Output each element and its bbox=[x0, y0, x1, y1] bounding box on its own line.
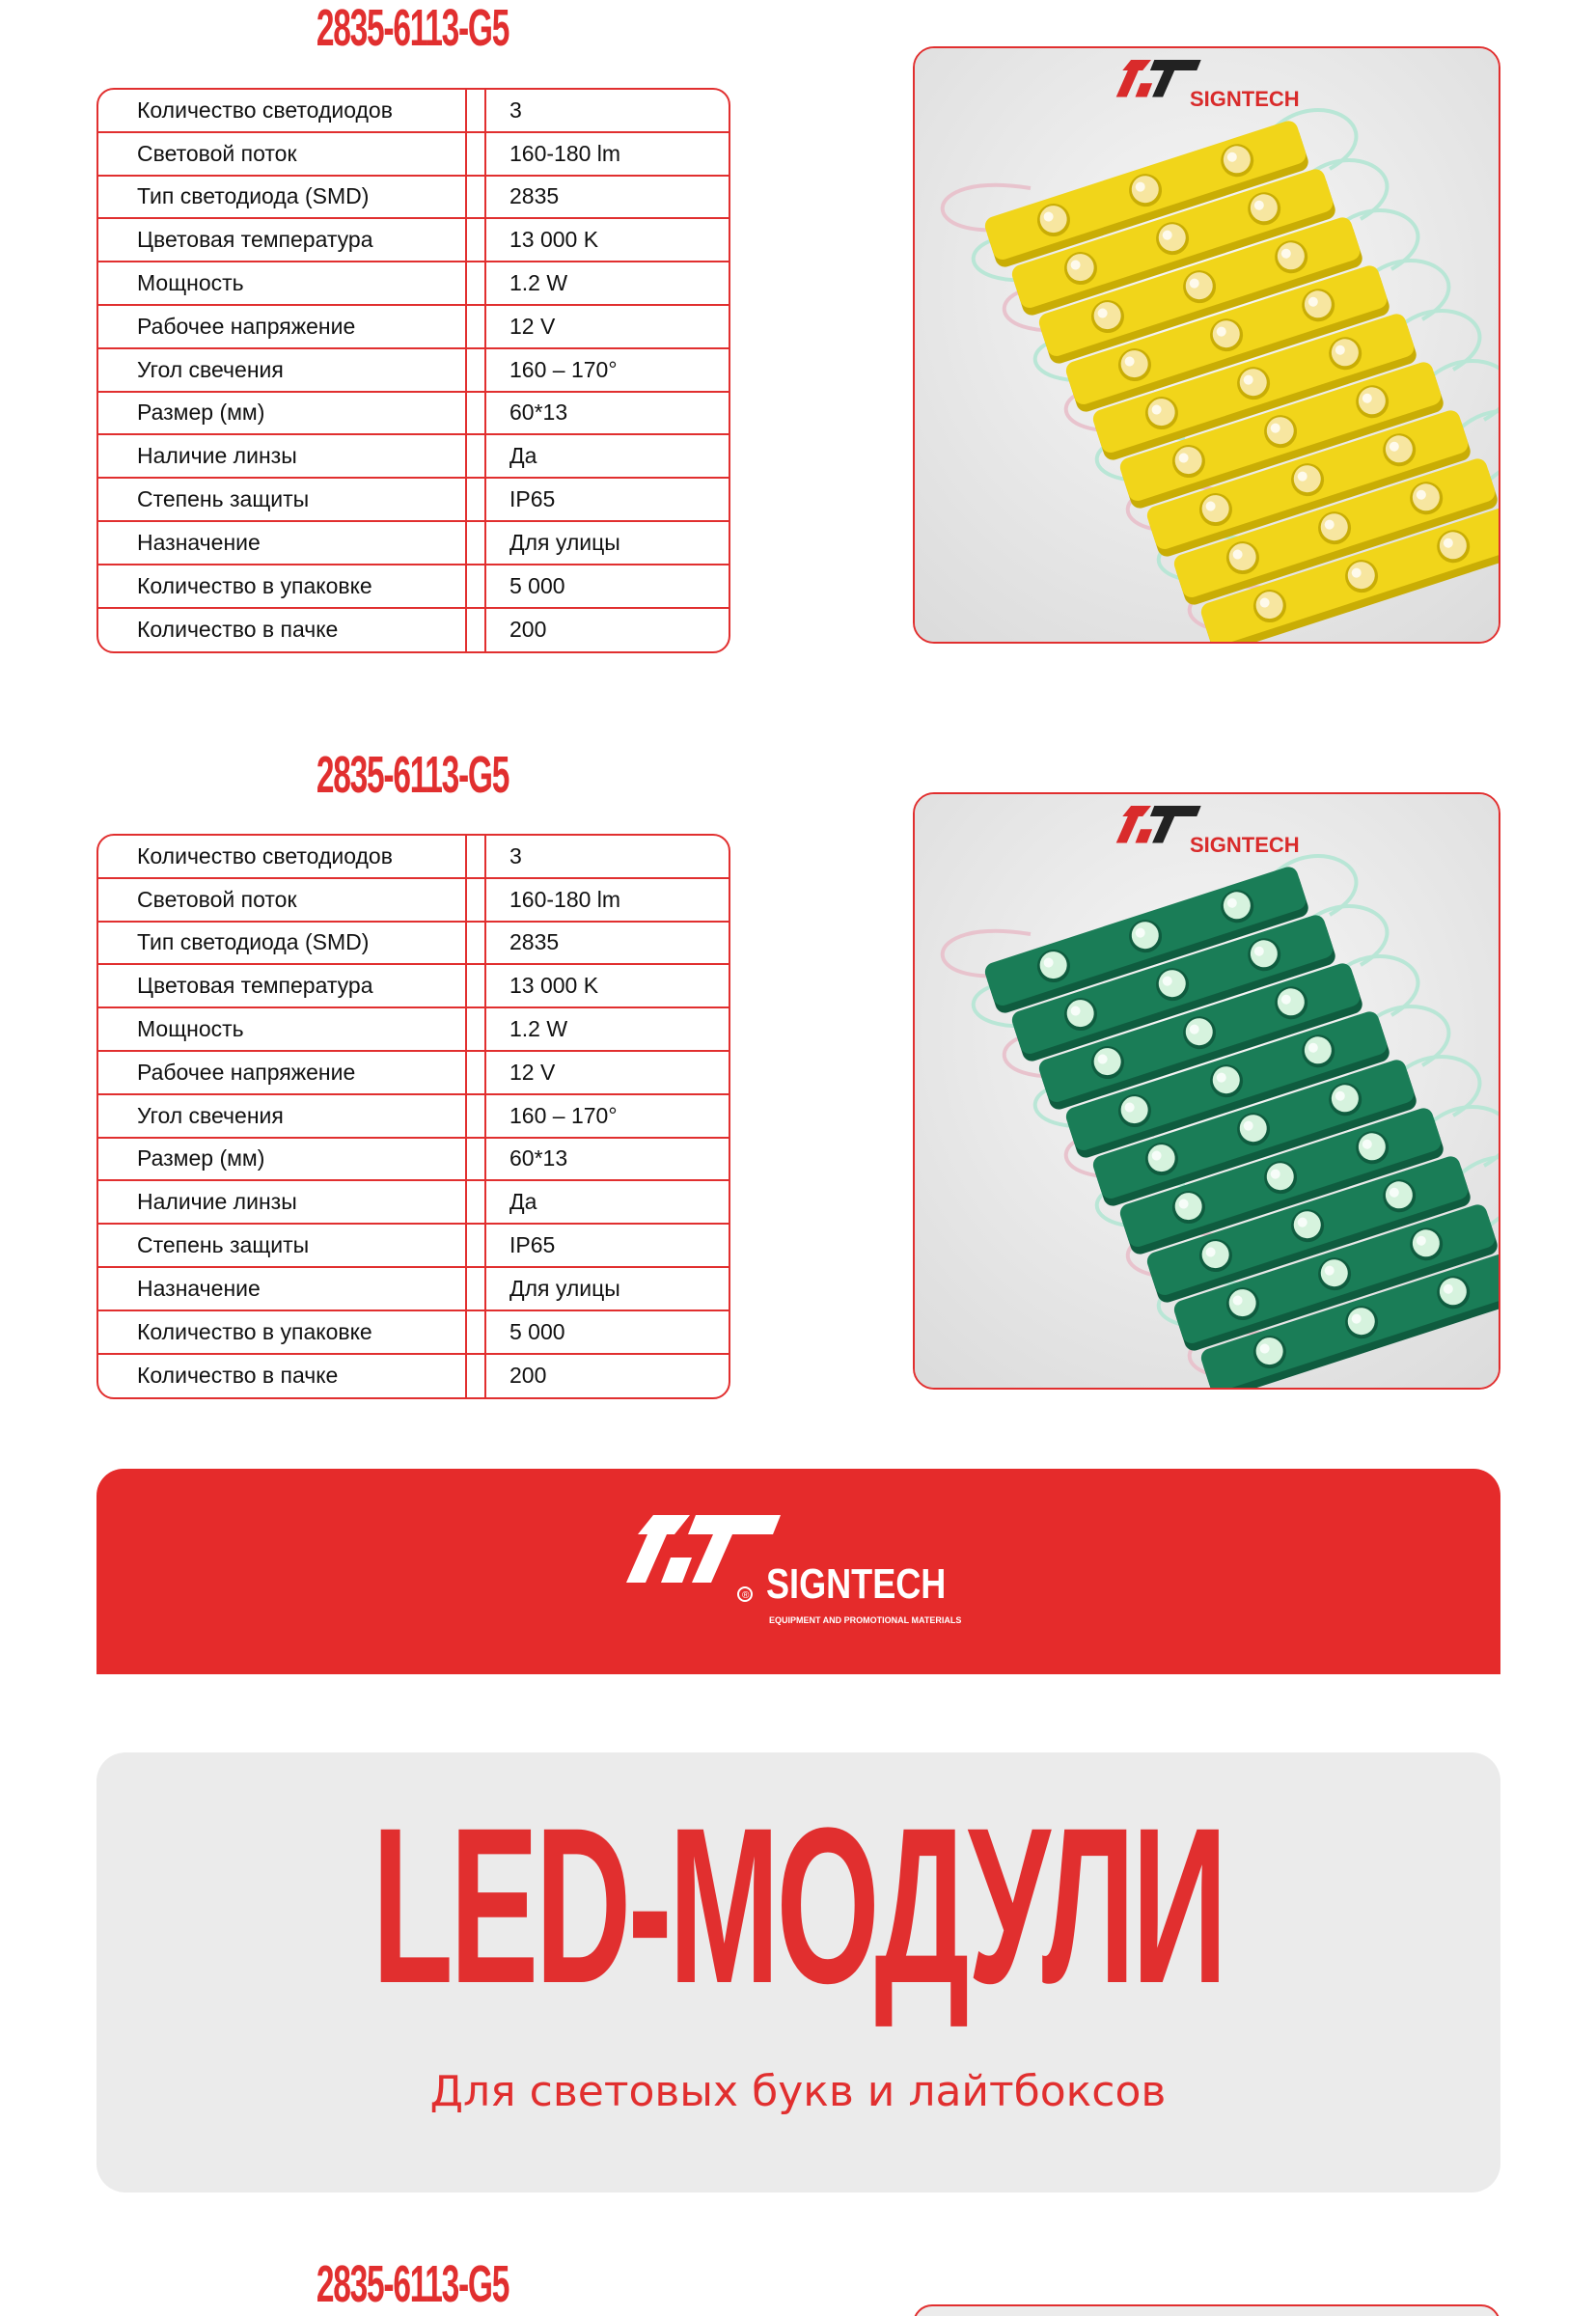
spec-row bbox=[98, 836, 729, 879]
spec-label: Тип светодиода (SMD) bbox=[98, 177, 467, 218]
product-photo bbox=[913, 792, 1500, 1390]
spec-divider bbox=[467, 219, 486, 261]
spec-divider bbox=[467, 1095, 486, 1137]
spec-divider bbox=[467, 879, 486, 921]
spec-value: 2835 bbox=[509, 183, 560, 209]
spec-label: Размер (мм) bbox=[98, 393, 467, 434]
spec-label: Размер (мм) bbox=[98, 1139, 467, 1180]
spec-row bbox=[98, 177, 729, 220]
spec-label: Наличие линзы bbox=[98, 435, 467, 477]
spec-label: Назначение bbox=[98, 522, 467, 564]
spec-value: 13 000 K bbox=[509, 973, 599, 999]
spec-row bbox=[98, 923, 729, 966]
spec-row bbox=[98, 1268, 729, 1311]
brand-name: SIGNTECH bbox=[1190, 87, 1300, 111]
spec-row bbox=[98, 262, 729, 306]
spec-value: Для улицы bbox=[509, 529, 620, 555]
spec-row bbox=[98, 219, 729, 262]
spec-label: Световой поток bbox=[98, 879, 467, 921]
spec-label: Тип светодиода (SMD) bbox=[98, 923, 467, 964]
spec-value: 12 V bbox=[509, 1059, 556, 1085]
spec-label: Рабочее напряжение bbox=[98, 306, 467, 347]
spec-label: Количество светодиодов bbox=[98, 836, 467, 877]
spec-label: Световой поток bbox=[98, 133, 467, 175]
spec-row bbox=[98, 1355, 729, 1398]
spec-row bbox=[98, 1095, 729, 1139]
spec-divider bbox=[467, 90, 486, 131]
spec-row bbox=[98, 90, 729, 133]
spec-label: Мощность bbox=[98, 1008, 467, 1050]
spec-value: Да bbox=[509, 1189, 537, 1215]
spec-value: 200 bbox=[509, 617, 547, 643]
spec-value: 160 – 170° bbox=[509, 1102, 618, 1128]
spec-divider bbox=[467, 435, 486, 477]
spec-value: 1.2 W bbox=[509, 270, 568, 296]
spec-divider bbox=[467, 565, 486, 607]
spec-row bbox=[98, 479, 729, 522]
brand-tagline: EQUIPMENT AND PROMOTIONAL MATERIALS bbox=[769, 1615, 962, 1625]
spec-value: IP65 bbox=[509, 1232, 556, 1258]
spec-divider bbox=[467, 1052, 486, 1093]
product-title: 2835-6113-G5 bbox=[316, 746, 509, 804]
spec-row bbox=[98, 1225, 729, 1268]
registered-mark: ® bbox=[742, 1590, 750, 1601]
brand-banner-graphic bbox=[96, 1469, 1500, 1674]
spec-label: Степень защиты bbox=[98, 479, 467, 520]
spec-value: 3 bbox=[509, 96, 522, 123]
brand-name: SIGNTECH bbox=[766, 1559, 947, 1608]
spec-value: 60*13 bbox=[509, 1145, 568, 1172]
spec-divider bbox=[467, 522, 486, 564]
spec-table bbox=[96, 88, 730, 653]
spec-divider bbox=[467, 1355, 486, 1398]
spec-row bbox=[98, 133, 729, 177]
spec-value: 200 bbox=[509, 1363, 547, 1389]
spec-label: Угол свечения bbox=[98, 349, 467, 391]
spec-divider bbox=[467, 262, 486, 304]
product-title: 2835-6113-G5 bbox=[316, 0, 509, 57]
led-module-photo bbox=[915, 48, 1500, 644]
spec-divider bbox=[467, 965, 486, 1006]
spec-label: Угол свечения bbox=[98, 1095, 467, 1137]
led-module-photo bbox=[915, 794, 1500, 1390]
spec-value: 160 – 170° bbox=[509, 356, 618, 382]
spec-value: 5 000 bbox=[509, 572, 565, 598]
spec-value: 1.2 W bbox=[509, 1016, 568, 1042]
brand-name: SIGNTECH bbox=[1190, 833, 1300, 857]
spec-row bbox=[98, 349, 729, 393]
spec-row bbox=[98, 965, 729, 1008]
spec-value: 5 000 bbox=[509, 1318, 565, 1344]
spec-divider bbox=[467, 177, 486, 218]
spec-divider bbox=[467, 1225, 486, 1266]
spec-row bbox=[98, 609, 729, 652]
spec-divider bbox=[467, 923, 486, 964]
hero-subtitle: Для световых букв и лайтбоксов bbox=[429, 2067, 1167, 2116]
spec-value: 12 V bbox=[509, 313, 556, 339]
spec-divider bbox=[467, 393, 486, 434]
spec-label: Степень защиты bbox=[98, 1225, 467, 1266]
spec-value: 160-180 lm bbox=[509, 140, 621, 166]
spec-divider bbox=[467, 1008, 486, 1050]
brand-banner bbox=[96, 1469, 1500, 1674]
spec-row bbox=[98, 1139, 729, 1182]
spec-label: Цветовая температура bbox=[98, 965, 467, 1006]
signtech-logo-icon bbox=[626, 1515, 781, 1583]
spec-value: 160-180 lm bbox=[509, 886, 621, 912]
spec-label: Количество в пачке bbox=[98, 609, 467, 652]
spec-value: Да bbox=[509, 443, 537, 469]
spec-row bbox=[98, 1181, 729, 1225]
spec-row bbox=[98, 522, 729, 565]
product-photo bbox=[913, 46, 1500, 644]
spec-row bbox=[98, 1311, 729, 1355]
spec-label: Цветовая температура bbox=[98, 219, 467, 261]
spec-row bbox=[98, 565, 729, 609]
spec-label: Количество в упаковке bbox=[98, 565, 467, 607]
spec-label: Наличие линзы bbox=[98, 1181, 467, 1223]
spec-value: 60*13 bbox=[509, 400, 568, 426]
spec-value: IP65 bbox=[509, 486, 556, 512]
spec-divider bbox=[467, 306, 486, 347]
spec-row bbox=[98, 393, 729, 436]
spec-divider bbox=[467, 1268, 486, 1310]
spec-label: Количество светодиодов bbox=[98, 90, 467, 131]
spec-label: Мощность bbox=[98, 262, 467, 304]
spec-divider bbox=[467, 1311, 486, 1353]
spec-label: Количество в упаковке bbox=[98, 1311, 467, 1353]
spec-divider bbox=[467, 1181, 486, 1223]
spec-value: Для улицы bbox=[509, 1275, 620, 1301]
spec-divider bbox=[467, 836, 486, 877]
spec-divider bbox=[467, 349, 486, 391]
spec-divider bbox=[467, 609, 486, 652]
spec-divider bbox=[467, 479, 486, 520]
product-title: 2835-6113-G5 bbox=[316, 2255, 509, 2313]
spec-label: Количество в пачке bbox=[98, 1355, 467, 1398]
spec-row bbox=[98, 1052, 729, 1095]
spec-row bbox=[98, 1008, 729, 1052]
spec-value: 2835 bbox=[509, 929, 560, 955]
spec-value: 3 bbox=[509, 842, 522, 868]
spec-value: 13 000 K bbox=[509, 227, 599, 253]
spec-label: Назначение bbox=[98, 1268, 467, 1310]
spec-divider bbox=[467, 1139, 486, 1180]
spec-row bbox=[98, 306, 729, 349]
spec-label: Рабочее напряжение bbox=[98, 1052, 467, 1093]
spec-table bbox=[96, 834, 730, 1399]
spec-row bbox=[98, 435, 729, 479]
hero-title: LED-МОДУЛИ bbox=[371, 1781, 1225, 2029]
spec-divider bbox=[467, 133, 486, 175]
product-photo-partial bbox=[913, 2304, 1500, 2316]
spec-row bbox=[98, 879, 729, 923]
